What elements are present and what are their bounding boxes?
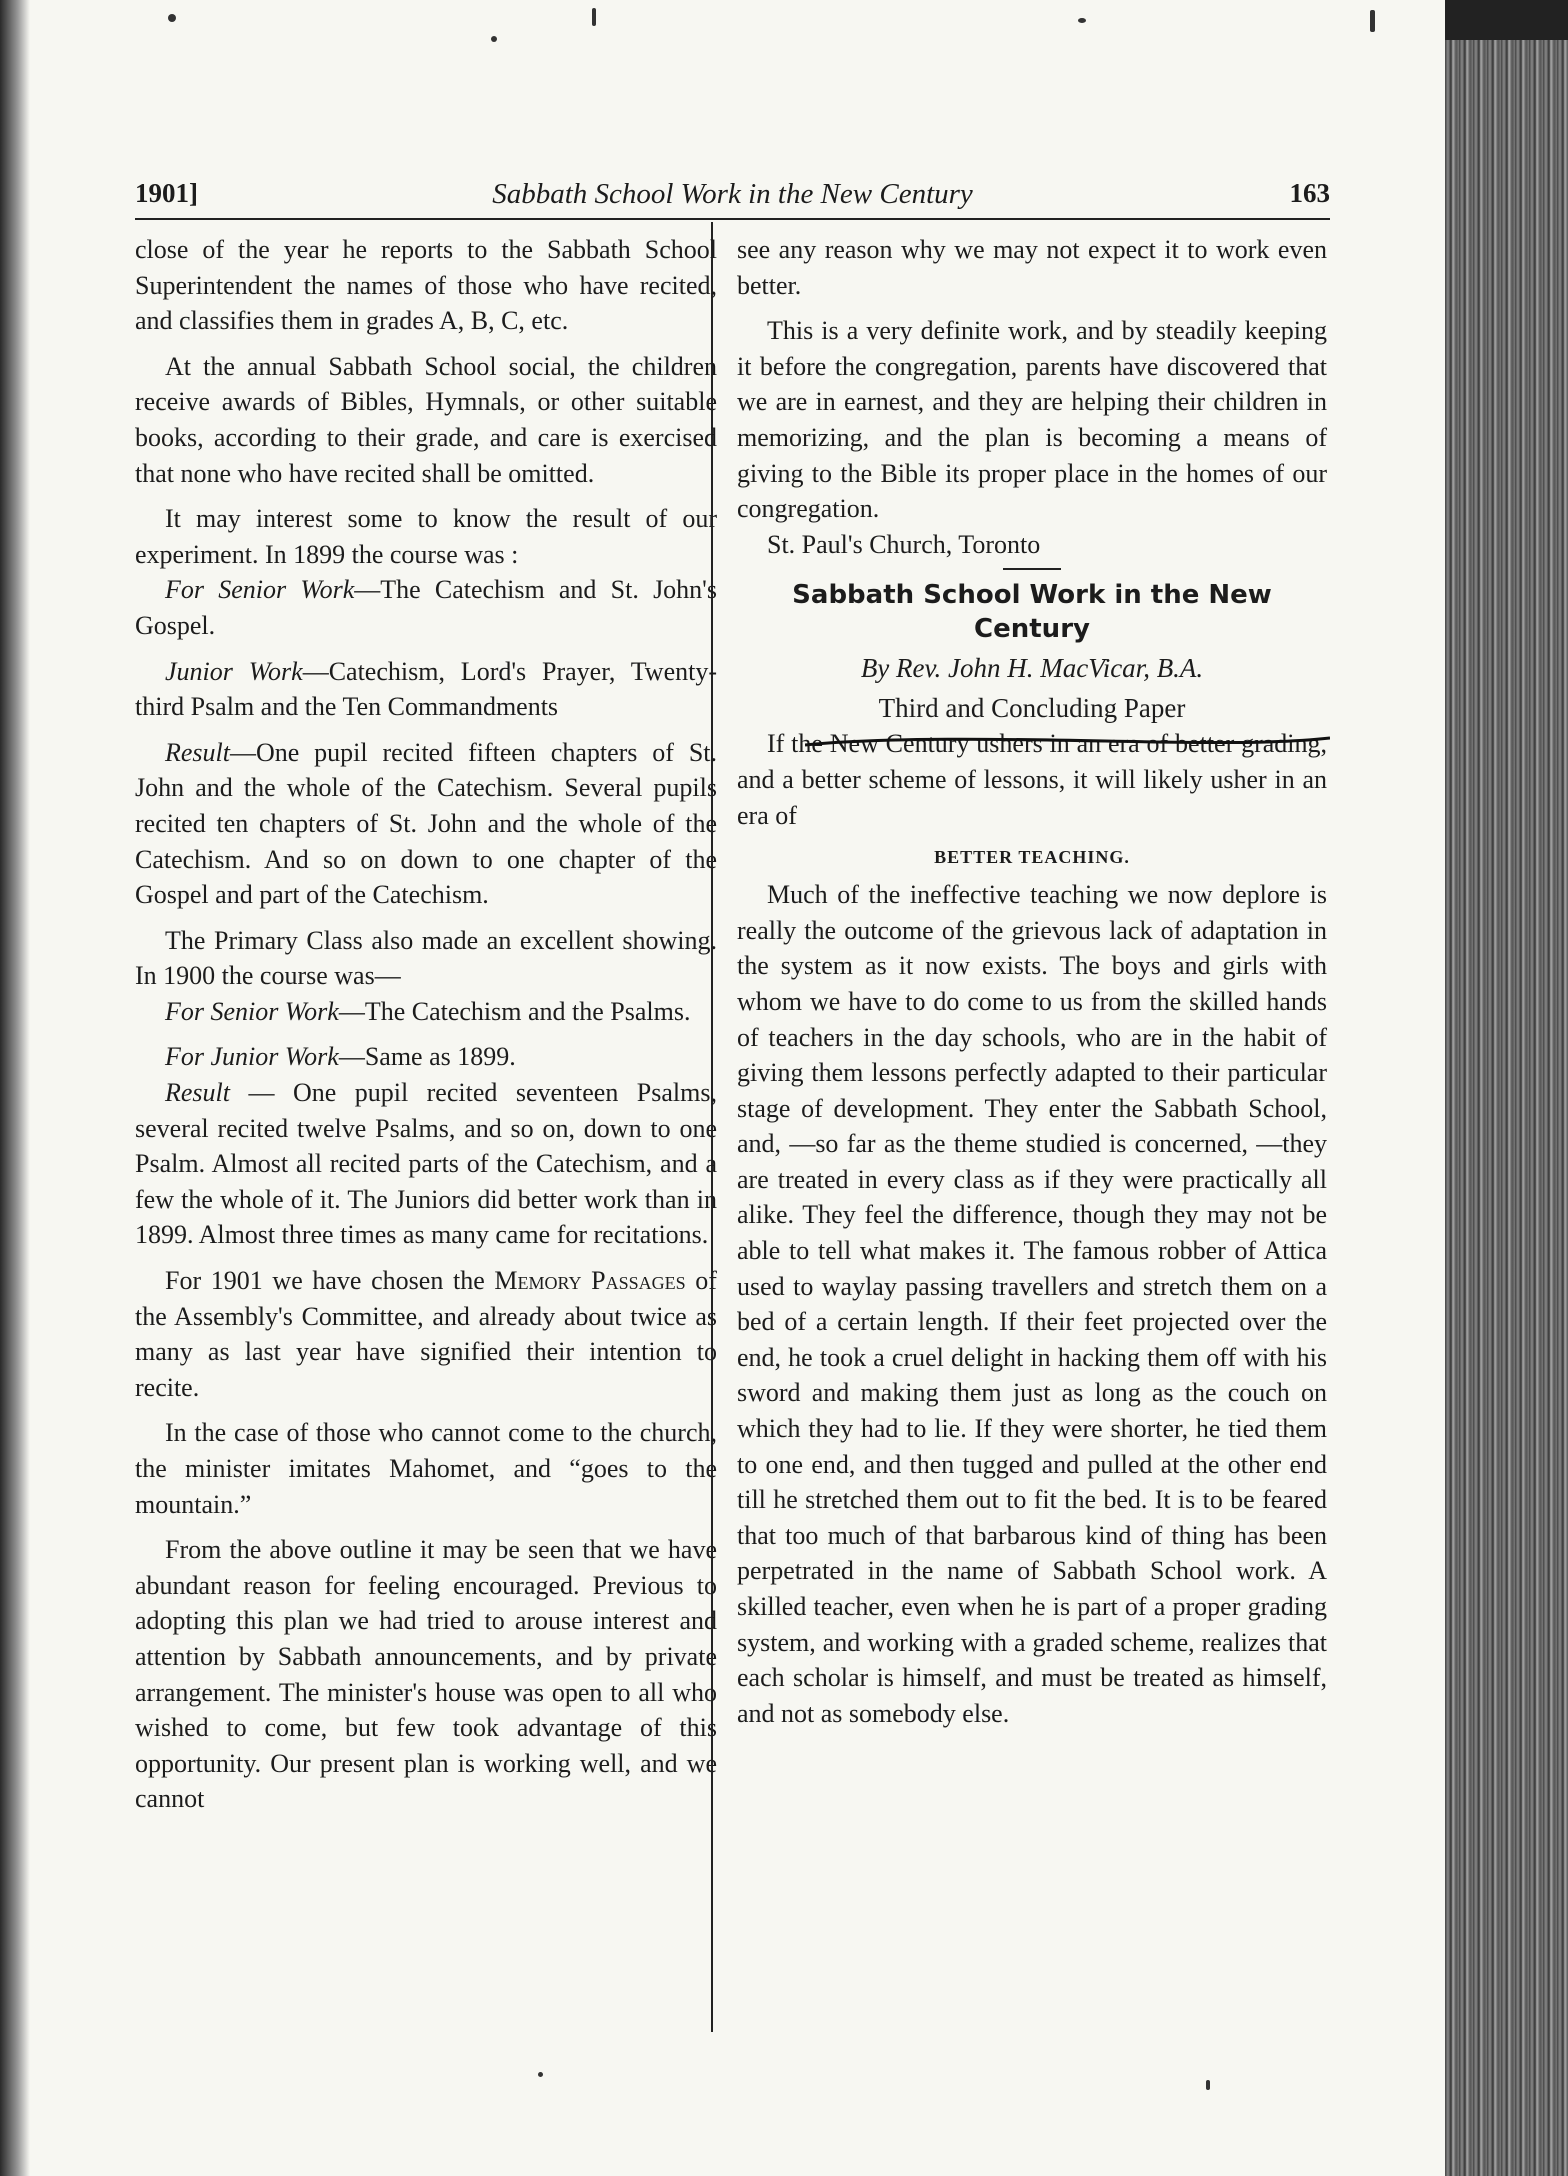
book-spine-shadow: [1445, 0, 1568, 40]
page-gutter-shadow: [0, 0, 30, 2176]
paragraph-text: —One pupil recited fifteen chapters of St. John and the whole of the Catechism. Several pupils recited ten chapters of St. John and the whole of the Catechism. And so on down to one chapter of the Gospel and part of the Catechism.: [135, 737, 717, 910]
right-column: [737, 232, 1327, 1731]
paragraph: [135, 994, 717, 1030]
paragraph-text: —Catechism, Lord's Prayer, Twenty-third Psalm and the Ten Commandments: [135, 656, 717, 722]
paragraph: In the case of those who cannot come to the church, the minister imitates Mahomet, and “goes to the mountain.”: [135, 1418, 717, 1519]
paragraph: see any reason why we may not expect it to work even better.: [737, 235, 1327, 300]
signoff: St. Paul's Church, Toronto: [767, 529, 1041, 559]
paragraph-text: of the Assembly's Committee, and already about twice as many as last year have signified their intention to recite.: [135, 1266, 717, 1402]
paragraph-label: For Junior Work: [165, 1042, 339, 1072]
paragraph: close of the year he reports to the Sabbath School Superintendent the names of those who have recited, and classifies them in grades A, B, C, etc.: [135, 235, 717, 336]
paragraph: This is a very definite work, and by steadily keeping it before the congregation, parents have discovered that we are in earnest, and they are helping their children in memorizing, and the plan is becoming a means of giving to the Bible its proper place in the homes of our congregation.: [737, 316, 1327, 524]
running-head-year: 1901]: [135, 178, 198, 208]
running-head: [135, 178, 1330, 222]
paragraph-text: —The Catechism and the Psalms.: [338, 996, 691, 1026]
paragraph-text: — One pupil recited seventeen Psalms, several recited twelve Psalms, and so on, down to one Psalm. Almost all recited parts of the Catechism, and a few the whole of it. The Juniors did better work than in 1899. Almost three times as many came for recitations.: [135, 1078, 717, 1250]
paragraph-label: Junior Work: [165, 656, 303, 686]
page-number: 163: [1289, 178, 1330, 208]
article-title-line: Sabbath School Work in the New: [792, 580, 1272, 611]
paragraph: At the annual Sabbath School social, the children receive awards of Bibles, Hymnals, or other suitable books, according to their grade, and care is exercised that none who have recited shall be omitted.: [135, 351, 717, 488]
paragraph: [135, 1039, 717, 1075]
paragraph: [135, 735, 717, 913]
paragraph-text: For 1901 we have chosen the: [165, 1266, 495, 1296]
paragraph-label: Result: [165, 1078, 230, 1108]
paragraph: From the above outline it may be seen that we have abundant reason for feeling encouraged. Previous to adopting this plan we had tried to arouse interest and attention by Sabbath announcements, and by private arrangement. The minister's house was open to all who wished to come, but few took advantage of this opportunity. Our present plan is working well, and we cannot: [135, 1535, 717, 1814]
paragraph: [135, 572, 717, 643]
dust-speck: [1078, 18, 1086, 23]
small-caps-text: Memory Passages: [494, 1266, 686, 1296]
paragraph-text: —Same as 1899.: [338, 1042, 516, 1072]
paragraph: If the New Century ushers in an era of better grading, and a better scheme of lessons, it will likely usher in an era of: [737, 729, 1327, 830]
dust-speck: [168, 14, 176, 22]
pen-underline-mark: [805, 735, 1330, 749]
paragraph: Much of the ineffective teaching we now deplore is really the outcome of the grievous lack of adaptation in the system as it now exists. The boys and girls with whom we have to do come to us from the skilled hands of teachers in the day schools, who are in the habit of giving them lessons perfectly adapted to their particular stage of development. They enter the Sabbath School, and, —so far as the theme studied is concerned, —they are treated in every class as if they were practically all alike. They feel the difference, though they may not be able to tell what makes it. The famous robber of Attica used to waylay passing travellers and stretch them on a bed of a certain length. If their feet projected over the end, he took a cruel delight in hacking them off with his sword and making them just as long as the couch on which they had to lie. If they were shorter, he tied them to one end, and then tugged and pulled at the other end till he stretched them out to fit the bed. It is to be feared that too much of that barbarous kind of thing has been perpetrated in the name of Sabbath School work. A skilled teacher, even when he is part of a proper grading system, and working with a graded scheme, realizes that each scholar is himself, and must be treated as himself, and not as somebody else.: [737, 880, 1327, 1728]
paragraph-label: For Senior Work: [165, 996, 339, 1026]
paragraph-label: For Senior Work: [165, 575, 355, 605]
section-rule: [1003, 568, 1061, 570]
running-head-title: Sabbath School Work in the New Century: [492, 178, 973, 210]
paragraph: The Primary Class also made an excellent showing. In 1900 the course was—: [135, 925, 717, 991]
dust-speck: [491, 36, 497, 42]
paragraph: [135, 654, 717, 725]
book-spine-edge: [1445, 0, 1568, 2176]
paragraph: It may interest some to know the result of our experiment. In 1899 the course was :: [135, 504, 717, 569]
dust-speck: [538, 2072, 543, 2077]
paragraph: [135, 1075, 717, 1253]
byline: By Rev. John H. MacVicar, B.A.: [860, 653, 1204, 684]
subheading: BETTER TEACHING.: [934, 847, 1130, 868]
paragraph-label: Result: [165, 737, 230, 767]
part-label: Third and Concluding Paper: [878, 693, 1186, 724]
paragraph-text: —The Catechism and St. John's Gospel.: [135, 575, 717, 640]
article-title: [737, 578, 1327, 646]
dust-speck: [1206, 2080, 1210, 2090]
dust-speck: [1370, 10, 1375, 32]
paragraph: [135, 1263, 717, 1405]
header-rule: [135, 218, 1330, 220]
article-title-line: Century: [974, 614, 1090, 645]
left-column: [135, 232, 717, 1817]
dust-speck: [592, 8, 596, 26]
